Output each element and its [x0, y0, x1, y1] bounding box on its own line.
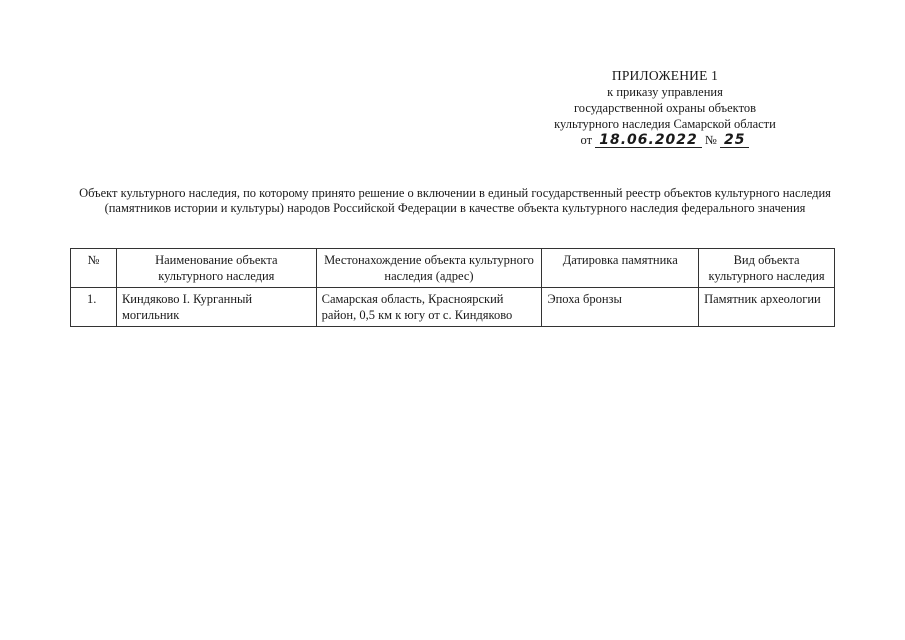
header-number: № [71, 249, 117, 288]
appendix-block [500, 68, 830, 148]
date-prefix: от [580, 133, 593, 147]
table-row [71, 288, 835, 327]
heritage-table [70, 248, 835, 327]
handwritten-date: 18.06.2022 [595, 133, 702, 148]
appendix-date-line [500, 132, 830, 148]
appendix-title: ПРИЛОЖЕНИЕ 1 [611, 68, 719, 83]
document-title: Объект культурного наследия, по которому принято решение о включении в единый государственный реестр объектов культурного наследия (памятников истории и культуры) народов Российской Федерации в качестве объекта культурного наследия федерального значения [79, 186, 831, 215]
cell-location: Самарская область, Красноярский район, 0,5 км к югу от с. Киндяково [316, 288, 542, 327]
header-name: Наименование объекта культурного наследия [116, 249, 316, 288]
cell-name: Киндяково I. Курганный могильник [116, 288, 316, 327]
handwritten-number: 25 [720, 133, 749, 148]
header-dating: Датировка памятника [542, 249, 699, 288]
appendix-line-1: к приказу управления [607, 85, 723, 99]
cell-dating: Эпоха бронзы [542, 288, 699, 327]
table-header-row [71, 249, 835, 288]
header-location: Местонахождение объекта культурного наследия (адрес) [316, 249, 542, 288]
appendix-line-2: государственной охраны объектов [573, 101, 757, 115]
header-type: Вид объекта культурного наследия [699, 249, 835, 288]
number-prefix: № [704, 133, 717, 147]
appendix-line-3: культурного наследия Самарской области [554, 117, 776, 131]
cell-number: 1. [71, 288, 117, 327]
cell-type: Памятник археологии [699, 288, 835, 327]
